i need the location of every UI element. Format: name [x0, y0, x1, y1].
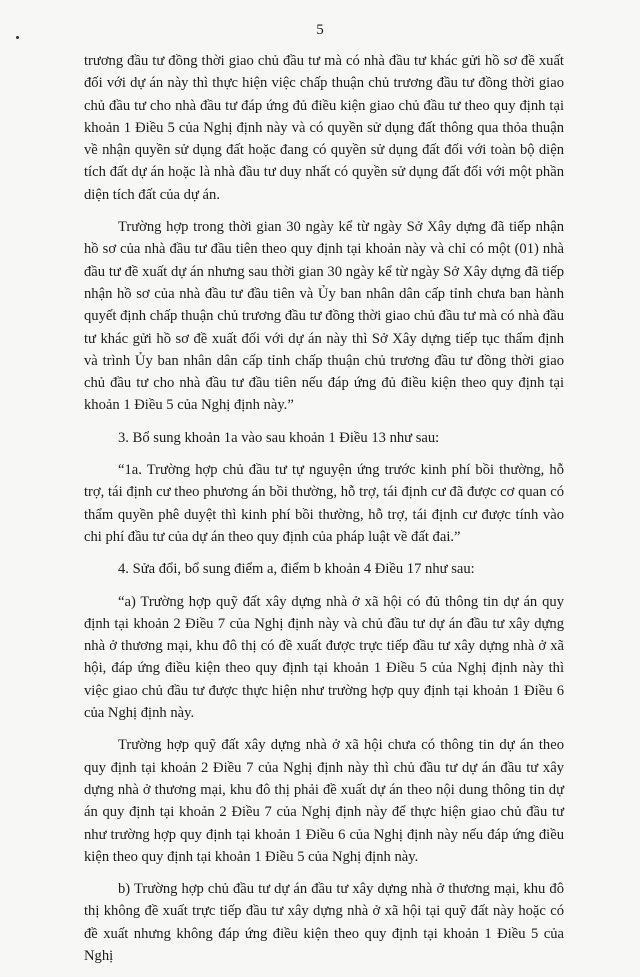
point-b-text: b) Trường hợp chủ đầu tư dự án đầu tư xây dựng nhà ở thương mại, khu đô thị không đề xuất trực tiếp đầu tư xây dựng nhà ở xã hội tại quỹ đất này hoặc có đề xuất nhưng không đáp ứng điều kiện theo quy định tại khoản 1 Điều 5 của Nghị	[84, 881, 564, 964]
point-a-quote: “a) Trường hợp quỹ đất xây dựng nhà ở xã hội có đủ thông tin dự án quy định tại khoản 2 Điều 7 của Nghị định này và chủ đầu tư dự án đầu tư xây dựng nhà ở thương mại, khu đô thị có đề xuất được trực tiếp đầu tư xây dựng nhà ở xã hội, đáp ứng điều kiện theo quy định tại khoản 1 Điều 5 của Nghị định này thì việc giao chủ đầu tư được thực hiện như trường hợp quy định tại khoản 1 Điều 6 của Nghị định này.	[84, 593, 564, 722]
paragraph-continuation: trương đầu tư đồng thời giao chủ đầu tư mà có nhà đầu tư khác gửi hồ sơ đề xuất đối với dự án này thì thực hiện việc chấp thuận chủ trương đầu tư đồng thời giao chủ đầu tư cho nhà đầu tư đáp ứng đủ điều kiện giao chủ đầu tư theo quy định tại khoản 1 Điều 5 của Nghị định này và có quyền sử dụng đất thông qua thỏa thuận về nhận quyền sử dụng đất hoặc đang có quyền sử dụng đất đối với toàn bộ diện tích đất dự án hoặc là nhà đầu tư duy nhất có quyền sử dụng đất đối với một phần diện tích đất của dự án.	[84, 53, 564, 203]
paragraph-30-day-case: Trường hợp trong thời gian 30 ngày kể từ ngày Sở Xây dựng đã tiếp nhận hồ sơ của nhà đầu tư đầu tiên theo quy định tại khoản này và chỉ có một (01) nhà đầu tư đề xuất dự án nhưng sau thời gian 30 ngày kể từ ngày Sở Xây dựng đã tiếp nhận hồ sơ của nhà đầu tư đầu tiên và Ủy ban nhân dân cấp tỉnh chưa ban hành quyết định chấp thuận chủ trương đầu tư đồng thời giao chủ đầu tư mà có nhà đầu tư khác gửi hồ sơ đề xuất đối với dự án này thì Sở Xây dựng tiếp tục thẩm định và trình Ủy ban nhân dân cấp tỉnh chấp thuận chủ trương đầu tư đồng thời giao chủ đầu tư cho nhà đầu tư đầu tiên nếu đáp ứng đủ điều kiện theo quy định tại khoản 1 Điều 5 của Nghị định này.”	[84, 219, 564, 414]
clause-1a-quote: “1a. Trường hợp chủ đầu tư tự nguyện ứng trước kinh phí bồi thường, hỗ trợ, tái định cư theo phương án bồi thường, hỗ trợ, tái định cư đã được cơ quan có thẩm quyền phê duyệt thì kinh phí bồi thường, hỗ trợ, tái định cư được tính vào chi phí đầu tư của dự án theo quy định của pháp luật về đất đai.”	[84, 462, 564, 545]
page-number: 5	[316, 22, 324, 38]
point-a-second-case: Trường hợp quỹ đất xây dựng nhà ở xã hội chưa có thông tin dự án theo quy định tại khoản 2 Điều 7 của Nghị định này thì chủ đầu tư dự án đầu tư xây dựng nhà ở thương mại, khu đô thị phải đề xuất dự án theo nội dung thông tin dự án quy định tại khoản 2 Điều 7 của Nghị định này để thực hiện giao chủ đầu tư như trường hợp quy định tại khoản 1 Điều 6 của Nghị định này nếu đáp ứng điều kiện theo quy định tại khoản 1 Điều 5 của Nghị định này.	[84, 737, 564, 865]
amendment-item-3: 3. Bổ sung khoản 1a vào sau khoản 1 Điều 13 như sau:	[118, 429, 440, 446]
document-body	[84, 50, 564, 977]
amendment-item-4: 4. Sửa đổi, bổ sung điểm a, điểm b khoản 4 Điều 17 như sau:	[118, 561, 475, 578]
